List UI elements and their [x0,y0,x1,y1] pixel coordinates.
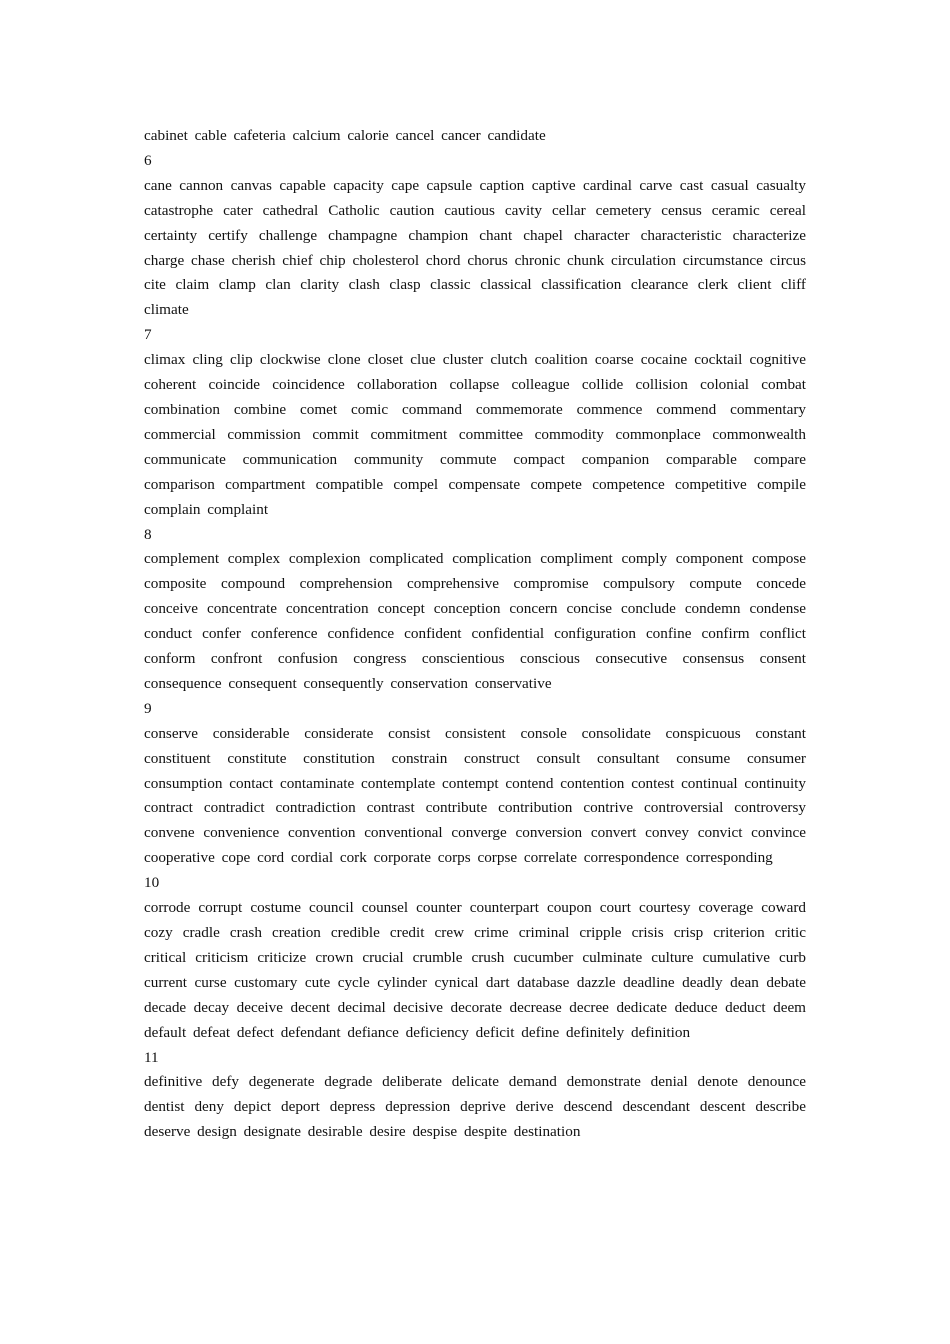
word-list-paragraph: cabinet cable cafeteria calcium calorie cancel cancer candidate [144,127,546,144]
section-number: 11 [144,1048,159,1066]
word-list-paragraph: definitive defy degenerate degrade deliberate delicate demand demonstrate denial denote denounce dentist deny depict deport depress depression deprive derive descend descendant descent describe deserve design designate desirable desire despise despite destination [144,1073,806,1141]
word-list-paragraph: climax cling clip clockwise clone closet clue cluster clutch coalition coarse cocaine cocktail cognitive coherent coincide coincidence collaboration collapse colleague collide collision colonial combat combination combine comet comic command commemorate commence commend commentary commercial commission commit commitment committee commodity commonplace commonwealth communicate communication community commute compact companion comparable compare comparison compartment compatible compel compensate compete competence competitive compile complain complaint [144,351,806,518]
section-number: 9 [144,699,152,717]
word-list-paragraph: corrode corrupt costume council counsel counter counterpart coupon court courtesy coverage coward cozy cradle crash creation credible credit crew crime criminal cripple crisis crisp criterion critic critical criticism criticize crown crucial crumble crush cucumber culminate culture cumulative curb current curse customary cute cycle cylinder cynical dart database dazzle deadline deadly dean debate decade decay deceive decent decimal decisive decorate decrease decree dedicate deduce deduct deem default defeat defect defendant defiance deficiency deficit define definitely definition [144,899,806,1041]
section-number: 6 [144,151,152,169]
word-list-paragraph: conserve considerable considerate consist consistent console consolidate conspicuous constant constituent constitute constitution constrain construct consult consultant consume consumer consumption contact contaminate contemplate contempt contend contention contest continual continuity contract contradict contradiction contrast contribute contribution contrive controversial controversy convene convenience convention conventional converge conversion convert convey convict convince cooperative cope cord cordial cork corporate corps corpse correlate correspondence corresponding [144,724,806,867]
section-number: 7 [144,326,152,344]
word-list-paragraph: complement complex complexion complicated complication compliment comply component compose composite compound comprehension comprehensive compromise compulsory compute concede conceive concentrate concentration concept conception concern concise conclude condemn condense conduct confer conference confidence confident confidential configuration confine confirm conflict conform confront confusion congress conscientious conscious consecutive consensus consent consequence consequent consequently conservation conservative [144,550,806,692]
section-number: 10 [144,874,160,892]
document-page [144,124,806,1145]
section-number: 8 [144,525,152,543]
word-list-paragraph: cane cannon canvas capable capacity cape capsule caption captive cardinal carve cast casual casualty catastrophe cater cathedral Catholic caution cautious cavity cellar cemetery census ceramic cereal certainty certify challenge champagne champion chant chapel character characteristic characterize charge chase cherish chief chip cholesterol chord chorus chronic chunk circulation circumstance circus cite claim clamp clan clarity clash clasp classic classical classification clearance clerk client cliff climate [144,176,806,319]
